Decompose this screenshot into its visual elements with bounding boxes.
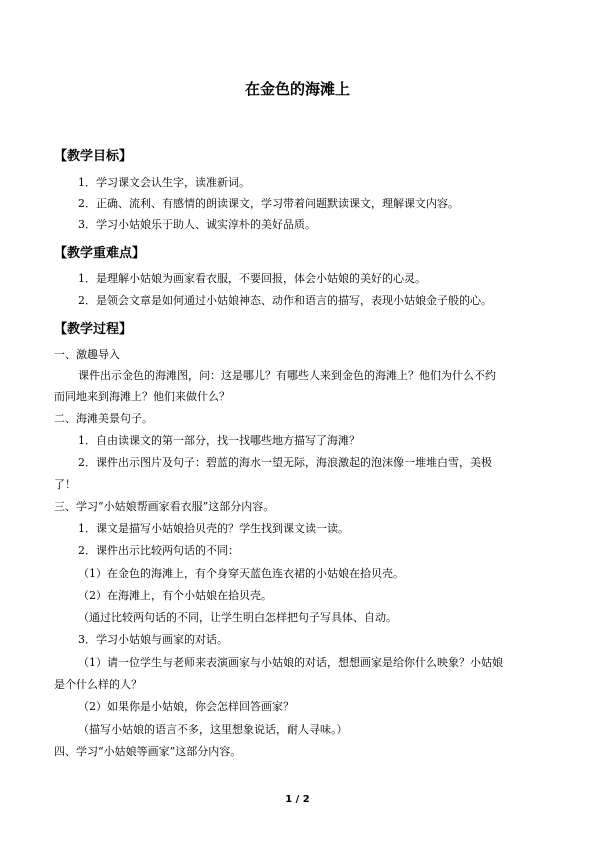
keypoint-item: 1．是理解小姑娘为画家看衣服，不要回报，体会小姑娘的美好的心灵。: [78, 272, 426, 285]
process-line: 四、学习“小姑娘等画家”这部分内容。: [54, 745, 242, 758]
process-line: （通过比较两句话的不同，让学生明白怎样把句子写具体、自动。: [78, 611, 397, 624]
process-line: （2）如果你是小姑娘，你会怎样回答画家？: [78, 700, 294, 713]
process-line: （1）在金色的海滩上，有个身穿天蓝色连衣裙的小姑娘在拾贝壳。: [78, 567, 404, 580]
process-line: 2．课件出示比较两句话的不同：: [78, 544, 239, 557]
process-line: 一、激趣导入: [54, 348, 120, 361]
process-line: 课件出示金色的海滩图，问：这是哪儿？有哪些人来到金色的海滩上？他们为什么不约: [78, 369, 496, 382]
goal-item: 2．正确、流利、有感情的朗读课文，学习带着问题默读课文，理解课文内容。: [78, 197, 459, 210]
heading-keypoints: 【教学重难点】: [54, 246, 146, 261]
process-line: （1）请一位学生与老师来表演画家与小姑娘的对话，想想画家是给你什么映象？小姑娘: [78, 656, 503, 669]
process-line: 3．学习小姑娘与画家的对话。: [78, 633, 228, 646]
page-number: 1 / 2: [285, 794, 310, 805]
heading-goals: 【教学目标】: [54, 149, 133, 164]
process-line: 1．课文是描写小姑娘拾贝壳的？学生找到课文读一读。: [78, 522, 349, 535]
keypoint-item: 2．是领会文章是如何通过小姑娘神态、动作和语言的描写，表现小姑娘金子般的心。: [78, 294, 492, 307]
process-line: （描写小姑娘的语言不多，这里想象说话，耐人寻味。）: [78, 723, 348, 736]
goal-item: 3．学习小姑娘乐于助人、诚实淳朴的美好品质。: [78, 218, 316, 231]
document-title: 在金色的海滩上: [244, 80, 350, 98]
goal-item: 1．学习课文会认生字，读准新词。: [78, 176, 250, 189]
process-line: 而同地来到海滩上？他们来做什么？: [54, 390, 230, 403]
process-line: 了！: [54, 478, 76, 491]
process-line: 二、海滩美景句子。: [54, 412, 153, 425]
process-line: 是个什么样的人？: [54, 678, 142, 691]
process-line: 2．课件出示图片及句子：碧蓝的海水一望无际，海浪激起的泡沫像一堆堆白雪，美极: [78, 456, 492, 469]
process-line: （2）在海滩上，有个小姑娘在拾贝壳。: [78, 589, 272, 602]
process-line: 三、学习“小姑娘帮画家看衣服”这部分内容。: [54, 500, 275, 513]
process-line: 1．自由读课文的第一部分，找一找哪些地方描写了海滩？: [78, 434, 360, 447]
heading-process: 【教学过程】: [54, 322, 133, 337]
